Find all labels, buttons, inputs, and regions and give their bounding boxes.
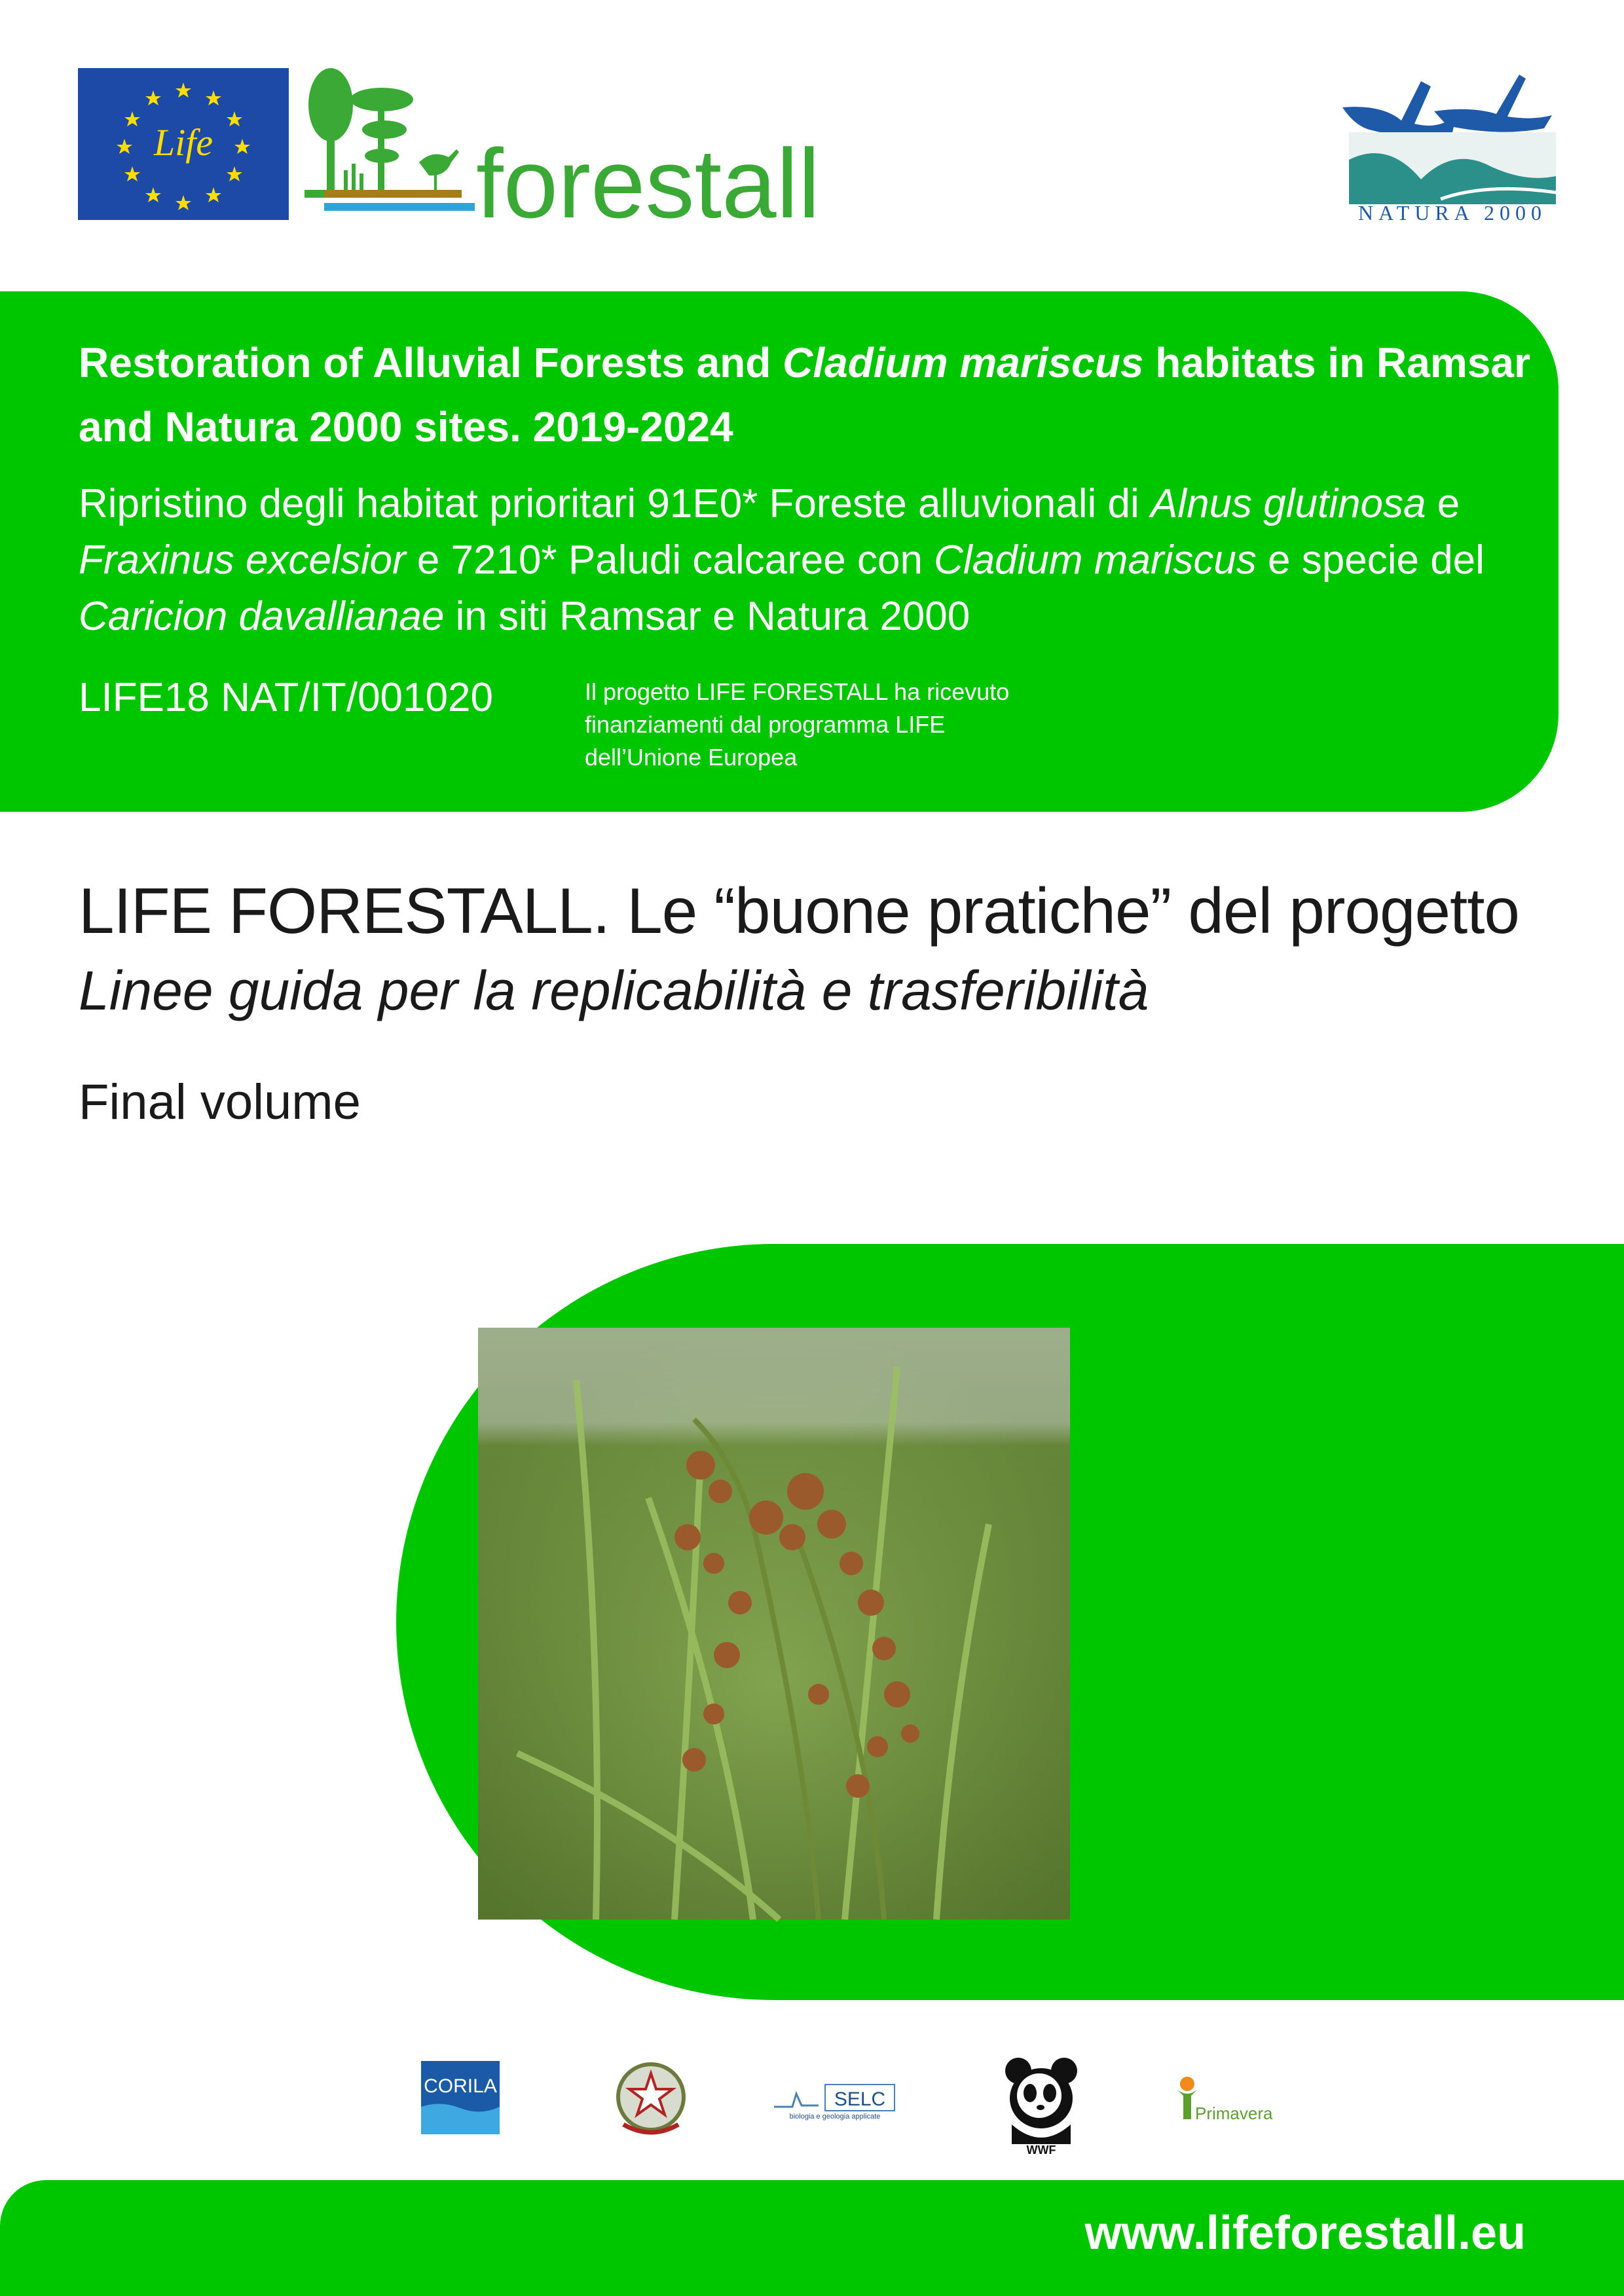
it-title-text: Ripristino degli habitat prioritari 91E0* Foreste alluvionali di: [79, 481, 1151, 526]
wwf-panda-logo: [999, 2052, 1084, 2156]
wwf-text: WWF: [1026, 2143, 1056, 2157]
funding-line: finanziamenti dal programma LIFE: [585, 711, 946, 738]
eu-life-logo: [78, 68, 289, 220]
it-title-text: e: [1426, 481, 1460, 526]
volume-label: Final volume: [79, 1074, 361, 1130]
forestall-logo: [304, 65, 821, 238]
corila-logo: [421, 2061, 500, 2134]
funding-line: dell’Unione Europea: [585, 744, 798, 771]
selc-logo: [773, 2081, 897, 2121]
en-title-text: Restoration of Alluvial Forests and: [79, 339, 783, 386]
en-title-species: Cladium mariscus: [783, 339, 1144, 386]
selc-subtext: biologia e geologia applicate: [789, 2113, 881, 2121]
it-title-text: e specie del: [1256, 538, 1485, 583]
it-title-text: e 7210* Paludi calcaree con: [405, 538, 934, 583]
tree-icon: [308, 68, 413, 190]
italian-project-title: [79, 476, 1545, 645]
primavera-text: Primavera: [1195, 2104, 1273, 2123]
it-title-text: in siti Ramsar e Natura 2000: [444, 594, 970, 639]
heron-icon: [419, 149, 459, 190]
selc-text: SELC: [834, 2088, 886, 2110]
funding-note: [585, 676, 1082, 774]
document-title: LIFE FORESTALL. Le “buone pratiche” del progetto: [79, 875, 1519, 947]
project-code: LIFE18 NAT/IT/001020: [79, 675, 493, 720]
cladium-photo: [478, 1328, 1070, 1920]
document-subtitle: Linee guida per la replicabilità e trasferibilità: [79, 960, 1149, 1021]
funding-line: Il progetto LIFE FORESTALL ha ricevuto: [585, 678, 1010, 705]
it-title-species: Caricion davallianae: [79, 594, 445, 639]
eu-stars-icon: [78, 68, 289, 220]
forestall-logo-text: forestall: [476, 128, 821, 238]
natura-2000-logo: [1336, 68, 1559, 223]
website-link[interactable]: www.lifeforestall.eu: [1084, 2207, 1526, 2259]
corila-text: CORILA: [424, 2075, 497, 2097]
it-title-species: Fraxinus excelsior: [79, 538, 406, 583]
birds-icon: [1342, 75, 1552, 136]
it-title-species: Alnus glutinosa: [1150, 481, 1426, 526]
eu-life-text: Life: [153, 121, 213, 164]
natura-logo-text: NATURA 2000: [1357, 201, 1547, 225]
plant-photo-illustration: [478, 1328, 1070, 1920]
primavera-logo: [1168, 2072, 1273, 2134]
italian-republic-emblem: [614, 2059, 688, 2140]
en-title-text: habitats in Ramsar and Natura 2000 sites. 2019-2024: [79, 339, 1530, 450]
english-project-title: [79, 331, 1545, 459]
it-title-species: Cladium mariscus: [934, 538, 1257, 583]
